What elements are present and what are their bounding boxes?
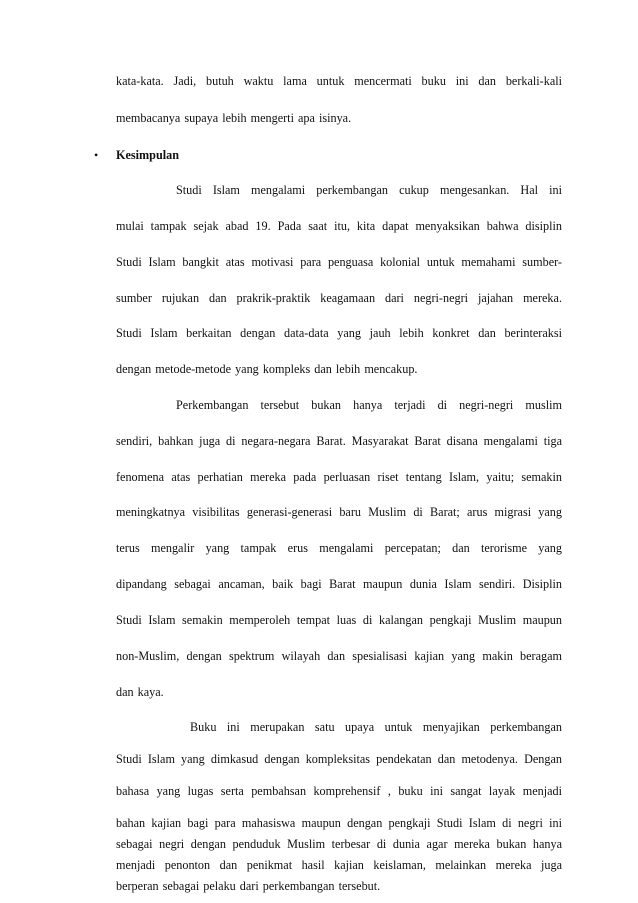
text-line: Studi Islam yang dimkasud dengan kompleksitas pendekatan dan metodenya. Dengan xyxy=(116,752,562,766)
section-heading: Kesimpulan xyxy=(116,148,179,162)
text-line: Perkembangan tersebut bukan hanya terjadi di negri-negri muslim xyxy=(176,398,562,412)
text-line: bahan kajian bagi para mahasiswa maupun dengan pengkaji Studi Islam di negri ini xyxy=(116,816,562,830)
text-line: sumber rujukan dan prakrik-praktik keagamaan dari negri-negri jajahan mereka. xyxy=(116,291,562,305)
text-line: membacanya supaya lebih mengerti apa isinya. xyxy=(116,111,352,125)
text-line: meningkatnya visibilitas generasi-generasi baru Muslim di Barat; arus migrasi yang xyxy=(116,505,562,519)
text-line: kata-kata. Jadi, butuh waktu lama untuk mencermati buku ini dan berkali-kali xyxy=(116,74,562,88)
text-line: dengan metode-metode yang kompleks dan lebih mencakup. xyxy=(116,362,418,376)
text-line: dan kaya. xyxy=(116,685,164,699)
text-line: dipandang sebagai ancaman, baik bagi Barat maupun dunia Islam sendiri. Disiplin xyxy=(116,577,562,591)
text-line: sebagai negri dengan penduduk Muslim terbesar di dunia agar mereka bukan hanya xyxy=(116,837,562,851)
text-line: Studi Islam berkaitan dengan data-data yang jauh lebih konkret dan berinteraksi xyxy=(116,326,562,340)
text-line: menjadi penonton dan penikmat hasil kajian keislaman, melainkan mereka juga xyxy=(116,858,562,872)
text-line: Buku ini merupakan satu upaya untuk menyajikan perkembangan xyxy=(190,720,562,734)
text-line: Studi Islam semakin memperoleh tempat luas di kalangan pengkaji Muslim maupun xyxy=(116,613,562,627)
text-line: Studi Islam bangkit atas motivasi para penguasa kolonial untuk memahami sumber- xyxy=(116,255,562,269)
text-line: mulai tampak sejak abad 19. Pada saat itu, kita dapat menyaksikan bahwa disiplin xyxy=(116,219,562,233)
text-line: fenomena atas perhatian mereka pada perluasan riset tentang Islam, yaitu; semakin xyxy=(116,470,562,484)
text-line: berperan sebagai pelaku dari perkembangan tersebut. xyxy=(116,879,381,893)
text-line: terus mengalir yang tampak erus mengalami percepatan; dan terorisme yang xyxy=(116,541,562,555)
text-line: Studi Islam mengalami perkembangan cukup mengesankan. Hal ini xyxy=(176,183,562,197)
text-line: bahasa yang lugas serta pembahsan komprehensif , buku ini sangat layak menjadi xyxy=(116,784,562,798)
text-line: sendiri, bahkan juga di negara-negara Barat. Masyarakat Barat disana mengalami tiga xyxy=(116,434,562,448)
text-line: non-Muslim, dengan spektrum wilayah dan spesialisasi kajian yang makin beragam xyxy=(116,649,562,663)
bullet-icon: • xyxy=(94,148,99,162)
